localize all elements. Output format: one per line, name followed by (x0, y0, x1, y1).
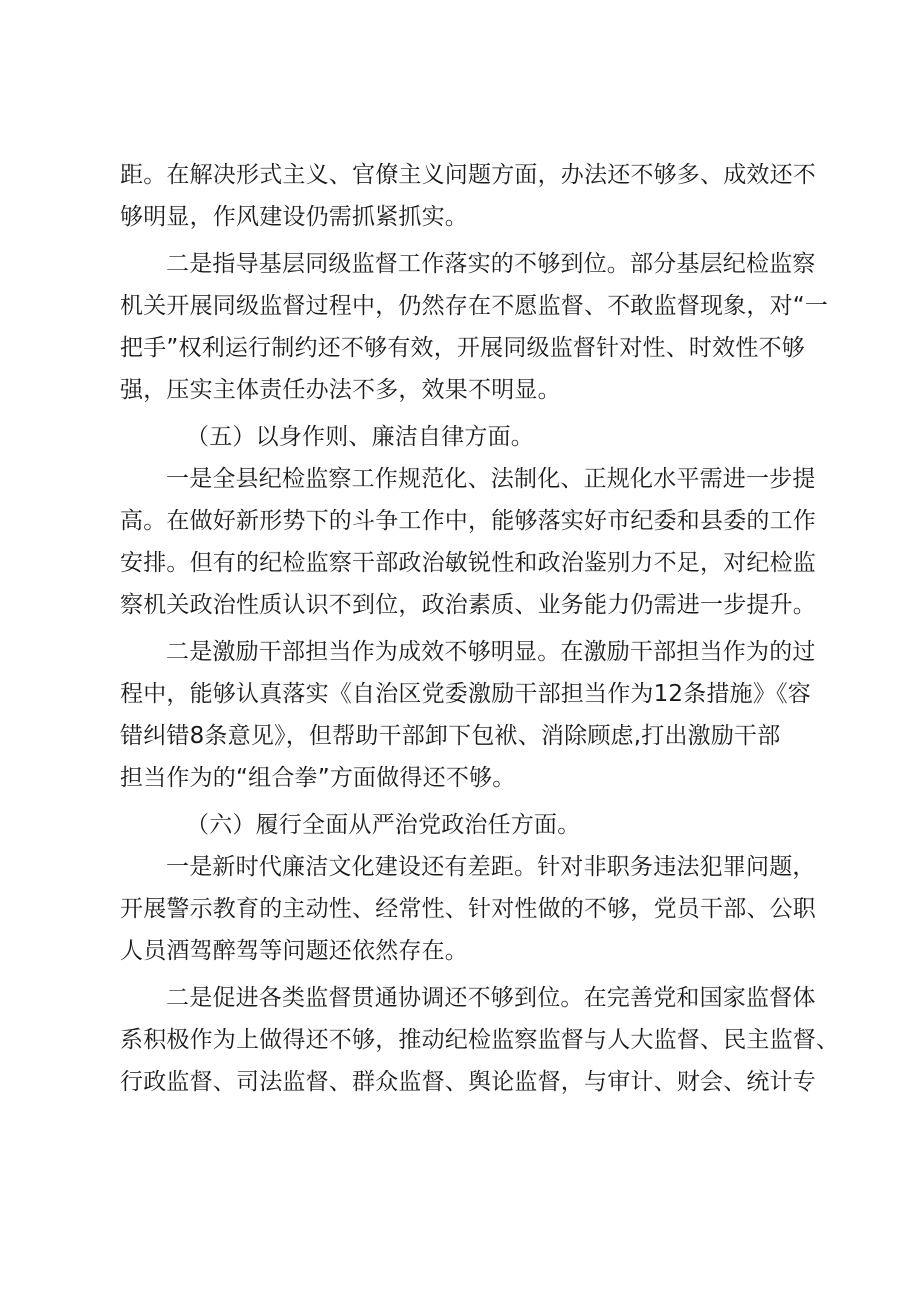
paragraph-line: 二是指导基层同级监督工作落实的不够到位。部分基层纪检监察 (166, 251, 816, 277)
section-heading: （六）履行全面从严治党政治任方面。 (186, 812, 581, 838)
paragraph-line: 开展警示教育的主动性、经常性、针对性做的不够，党员干部、公职 (120, 896, 816, 922)
paragraph-line: 程中，能够认真落实《自治区党委激励干部担当作为12条措施》《容 (120, 681, 811, 707)
paragraph-line: 二是促进各类监督贯通协调还不够到位。在完善党和国家监督体 (166, 985, 816, 1011)
section-heading: （五）以身作则、廉洁自律方面。 (186, 424, 534, 450)
paragraph-line: 强，压实主体责任办法不多，效果不明显。 (120, 377, 561, 403)
paragraph-line: 行政监督、司法监督、群众监督、舆论监督，与审计、财会、统计专 (120, 1069, 816, 1095)
paragraph-line: 高。在做好新形势下的斗争工作中，能够落实好市纪委和县委的工作 (120, 508, 816, 534)
paragraph-line: 错纠错8条意见》，但帮助干部卸下包袱、消除顾虑,打出激励干部 (120, 723, 781, 749)
paragraph-line: 安排。但有的纪检监察干部政治敏锐性和政治鉴别力不足，对纪检监 (120, 550, 816, 576)
paragraph-line: 把手”权利运行制约还不够有效，开展同级监督针对性、时效性不够 (120, 335, 805, 361)
paragraph-line: 人员酒驾醉驾等问题还依然存在。 (120, 938, 468, 964)
paragraph-line: 二是激励干部担当作为成效不够明显。在激励干部担当作为的过 (166, 639, 816, 665)
paragraph-line: 一是全县纪检监察工作规范化、法制化、正规化水平需进一步提 (166, 466, 816, 492)
paragraph-line: 够明显，作风建设仍需抓紧抓实。 (120, 204, 468, 230)
paragraph-line: 担当作为的“组合拳”方面做得还不够。 (120, 765, 516, 791)
paragraph-line: 一是新时代廉洁文化建设还有差距。针对非职务违法犯罪问题， (166, 854, 816, 880)
paragraph-line: 机关开展同级监督过程中，仍然存在不愿监督、不敢监督现象，对“一 (120, 293, 829, 319)
paragraph-line: 察机关政治性质认识不到位，政治素质、业务能力仍需进一步提升。 (120, 592, 816, 618)
paragraph-line: 系积极作为上做得还不够，推动纪检监察监督与人大监督、民主监督、 (120, 1027, 840, 1053)
paragraph-line: 距。在解决形式主义、官僚主义问题方面，办法还不够多、成效还不 (120, 162, 816, 188)
